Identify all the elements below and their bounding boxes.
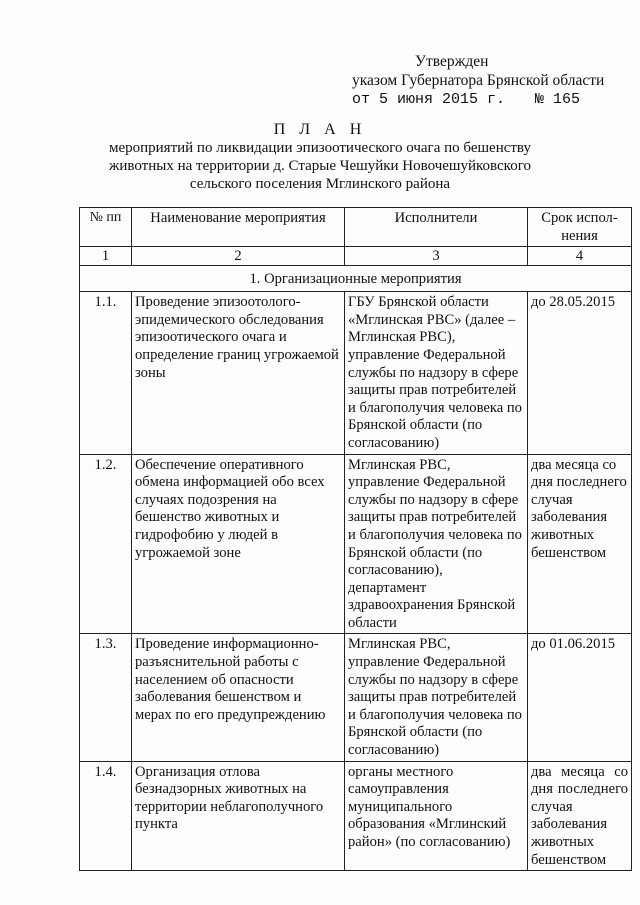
table-header-row (80, 208, 632, 247)
row-number: 1.1. (80, 292, 132, 454)
column-number: 2 (132, 247, 345, 266)
section-title: 1. Организационные мероприятия (80, 266, 632, 292)
document-title: П Л А Н (273, 121, 367, 138)
section-row (80, 266, 632, 292)
row-number: 1.3. (80, 634, 132, 761)
header-deadline: Срок испол-нения (528, 208, 632, 247)
header-number: № пп (80, 208, 132, 247)
row-executors: Мглинская РВС, управление Федеральной службы по надзору в сфере защиты прав потребителей и благополучия человека по Брянской области (по согласованию), департамент здравоохранения Брянской области (345, 454, 528, 634)
document-subtitle: мероприятий по ликвидации эпизоотического очага по бешенству животных на территории д. Старые Чешуйки Новочешуйковского сельского поселения Мглинского района (108, 140, 532, 192)
row-deadline: до 01.06.2015 (528, 634, 632, 761)
table-row (80, 761, 632, 871)
table-row (80, 634, 632, 761)
column-number: 3 (345, 247, 528, 266)
column-number: 4 (528, 247, 632, 266)
row-name: Проведение эпизоотолого-эпидемического обследования эпизоотического очага и определение границ угрожаемой зоны (132, 292, 345, 454)
header-executors: Исполнители (345, 208, 528, 247)
approval-line-decree: указом Губернатора Брянской области (352, 72, 605, 89)
row-executors: органы местного самоуправления муниципального образования «Мглинский район» (по согласованию) (345, 761, 528, 871)
approval-date: от 5 июня 2015 г. (352, 91, 506, 108)
approval-line-approved: Утвержден (415, 53, 489, 70)
approval-stamp (352, 52, 622, 109)
column-number: 1 (80, 247, 132, 266)
row-deadline: до 28.05.2015 (528, 292, 632, 454)
row-number: 1.2. (80, 454, 132, 634)
plan-table (79, 207, 632, 871)
row-executors: Мглинская РВС, управление Федеральной службы по надзору в сфере защиты прав потребителей и благополучия человека по Брянской области (по согласованию) (345, 634, 528, 761)
column-number-row (80, 247, 632, 266)
table-row (80, 292, 632, 454)
row-number: 1.4. (80, 761, 132, 871)
approval-number: № 165 (535, 91, 581, 108)
row-executors: ГБУ Брянской области «Мглинская РВС» (далее – Мглинская РВС), управление Федеральной службы по надзору в сфере защиты прав потребителей и благополучия человека по Брянской области (по согласованию) (345, 292, 528, 454)
approval-line-date (352, 90, 622, 109)
row-name: Проведение информационно-разъяснительной работы с населением об опасности заболевания бешенством и мерах по его предупреждению (132, 634, 345, 761)
row-deadline: два месяца со дня последнего случая заболевания животных бешенством (528, 454, 632, 634)
row-name: Обеспечение оперативного обмена информацией обо всех случаях подозрения на бешенство животных и гидрофобию у людей в угрожаемой зоне (132, 454, 345, 634)
row-name: Организация отлова безнадзорных животных на территории неблагополучного пункта (132, 761, 345, 871)
row-deadline: два месяца со дня последнего случая заболевания животных бешенством (528, 761, 632, 871)
header-name: Наименование мероприятия (132, 208, 345, 247)
table-row (80, 454, 632, 634)
